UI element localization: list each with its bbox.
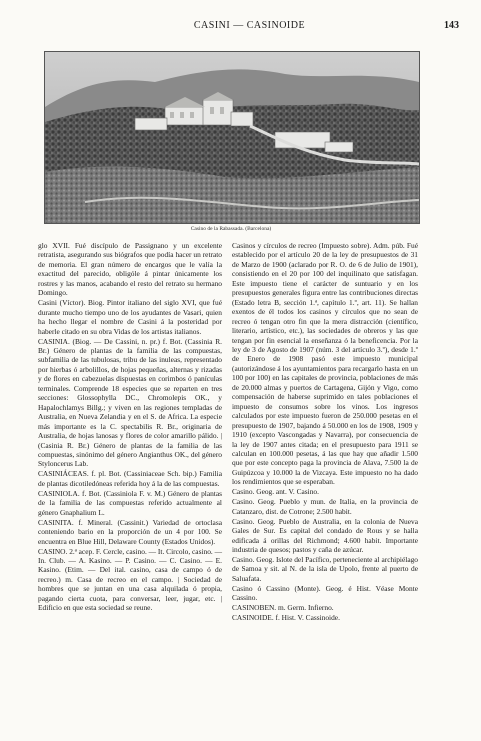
entry-paragraph: CASINO. 2.ª acep. F. Cercle, casino. — It. Circolo, casino. — In. Club. — A. Kasino. — P. Casino. — C. Casino. — E. Kasino. (Etim. — Del ital. casino, casa de campo ó de recreo.) m. Casa de recreo en el campo. | Sociedad de hombres que se juntan en una casa alquilada ó propia, pagando cierta cuota, para conversar, leer, jugar, etc. | Edificio en que esta sociedad se reune.: [38, 546, 222, 613]
page-number: 143: [444, 20, 459, 31]
entry-paragraph: Casino. Geog. Islote del Pacífico, perteneciente al archipiélago de Samoa y sit. al N. de la isla de Upolo, frente al puerto de Saluafata.: [232, 554, 418, 583]
entry-paragraph: Casinos y círculos de recreo (Impuesto sobre). Adm. púb. Fué establecido por el artículo 20 de la ley de presupuestos de 31 de Marzo de 1900 (aclarado por R. O. de 6 de Julio de 1901), consistiendo en el 20 por 100 del inquilinato que satisfagan. Este impuesto tiene el carácter de suntuario y en los presupuestos generales figura entre las contribuciones directas (Estado letra B, sección 1.ª, capítulo 1.º, art. 11). Se hallan exentos de él todos los casinos y círculos que no sean de recreo ó tengan otro fin que la mera distracción (científico, literario, artístico, etc.), las sociedades de obreros y las que tengan por fin esencial la enseñanza ó la beneficencia. Por la ley de 3 de Agosto de 1907 (núm. 3 del artículo 3.º), desde 1.º de Enero de 1908 pasó este impuesto municipal (autorizándose á los ayuntamientos para recargarlo hasta en un 100 por 100) en las capitales de provincia, poblaciones de más de 20.000 almas y puertos de Cartagena, Gijón y Vigo, como compensación de haberse suprimido en tales poblaciones el impuesto de consumos sobre los vinos. Los ingresos calculados por este impuesto fueron de 250.000 pesetas en el presupuesto de 1907, bajando á 50.000 en los de 1908, 1909 y 1910 (excepto Vascongadas y Navarra), por consecuencia de la ley de 1907 antes citada; en el presupuesto para 1911 se calculan en 100.000 pesetas, á las que hay que añadir 1.500 que por este concepto paga la provincia de Alava, 7.500 la de Guipúzcoa y 10.000 la de Vizcaya. Este impuesto no ha dado los rendimientos que se esperaban.: [232, 241, 418, 487]
entry-paragraph: CASINIOLA. f. Bot. (Cassiniola F. v. M.) Género de plantas de la familia de las compuestas referido actualmente al género Gnaphalium L.: [38, 488, 222, 517]
entry-paragraph: CASINOBEN. m. Germ. Infierno.: [232, 603, 334, 613]
entry-paragraph: CASINITA. f. Mineral. (Cassinit.) Variedad de ortoclasa conteniendo bario en la proporción de un 4 por 100. Se encuentra en Blue Hill, Delaware County (Estados Unidos).: [38, 517, 222, 546]
entry-paragraph: Casino. Geog. Pueblo de Australia, en la colonia de Nueva Gales de Sur. Es capital del condado de Rous y se halla edificada á orillas del Richmond; 4.600 habit. Importante industria de quesos; pastos y caña de azúcar.: [232, 516, 418, 554]
entry-paragraph: CASINOIDE. f. Hist. V. Cassinoide.: [232, 613, 340, 623]
entry-paragraph: Casino. Geog. Pueblo y mun. de Italia, en la provincia de Catanzaro, dist. de Cotrone; 2.500 habit.: [232, 497, 418, 516]
entry-paragraph: Casini (Víctor). Biog. Pintor italiano del siglo XVI, que fué durante mucho tiempo uno de los ayudantes de Vasari, quien ha hecho llegar el nombre de Casini á la posteridad por haberle citado en su obra Vidas de los artistas italianos.: [38, 298, 222, 336]
right-text-column: [232, 241, 418, 623]
entry-paragraph: CASINIA. (Biog. — De Cassini, n. pr.) f. Bot. (Cassinia R. Br.) Género de plantas de la familia de las compuestas, subfamilia de las tubulosas, tribu de las inuleas, representado por hierbas ó arbolillos, de hojas pequeñas, alternas y rizadas y de flores en cabezuelas dispuestas en corimbos ó panículas terminales. Comprende 18 especies que se reparten en tres secciones: Glossophylla DC., Chromolepis OK., y Hapalochlamys Billg.; y viven en las regiones templadas de Australia, en Nueva Zelandia y en el S. de Africa. La especie más importante es la C. spectabilis R. Br., originaria de Australia, de hojas lanosas y flores de color amarillo pálido. | (Casinia R. Br.) Género de plantas de la familia de las compuestas, sinónimo del género Angianthus OK., del género Styloncerus Lab.: [38, 336, 222, 469]
entry-paragraph: CASINIÁCEAS. f. pl. Bot. (Cassiniaceae Sch. bip.) Familia de plantas dicotiledóneas referida hoy á la de las compuestas.: [38, 469, 222, 488]
entry-paragraph: Casino ó Cassino (Monte). Geog. é Hist. Véase Monte Cassino.: [232, 583, 418, 603]
figure-caption: Casino de la Rabassada. (Barcelona): [190, 226, 272, 232]
running-title: CASINI — CASINOIDE: [193, 20, 306, 31]
running-header: [40, 20, 459, 34]
left-text-column: [38, 241, 222, 613]
casino-photograph: [44, 51, 420, 224]
entry-paragraph: glo XVII. Fué discípulo de Passignano y un excelente retratista, asegurando sus biógrafos que podía hacer un retrato de memoria. El gran número de encargos que le valía la exactitud del parecido, obligóle á pintar únicamente los rostres y las manos, acabando el resto del retrato su hermano Domingo.: [38, 241, 222, 298]
entry-paragraph: Casino. Geog. ant. V. Casino.: [232, 487, 319, 497]
